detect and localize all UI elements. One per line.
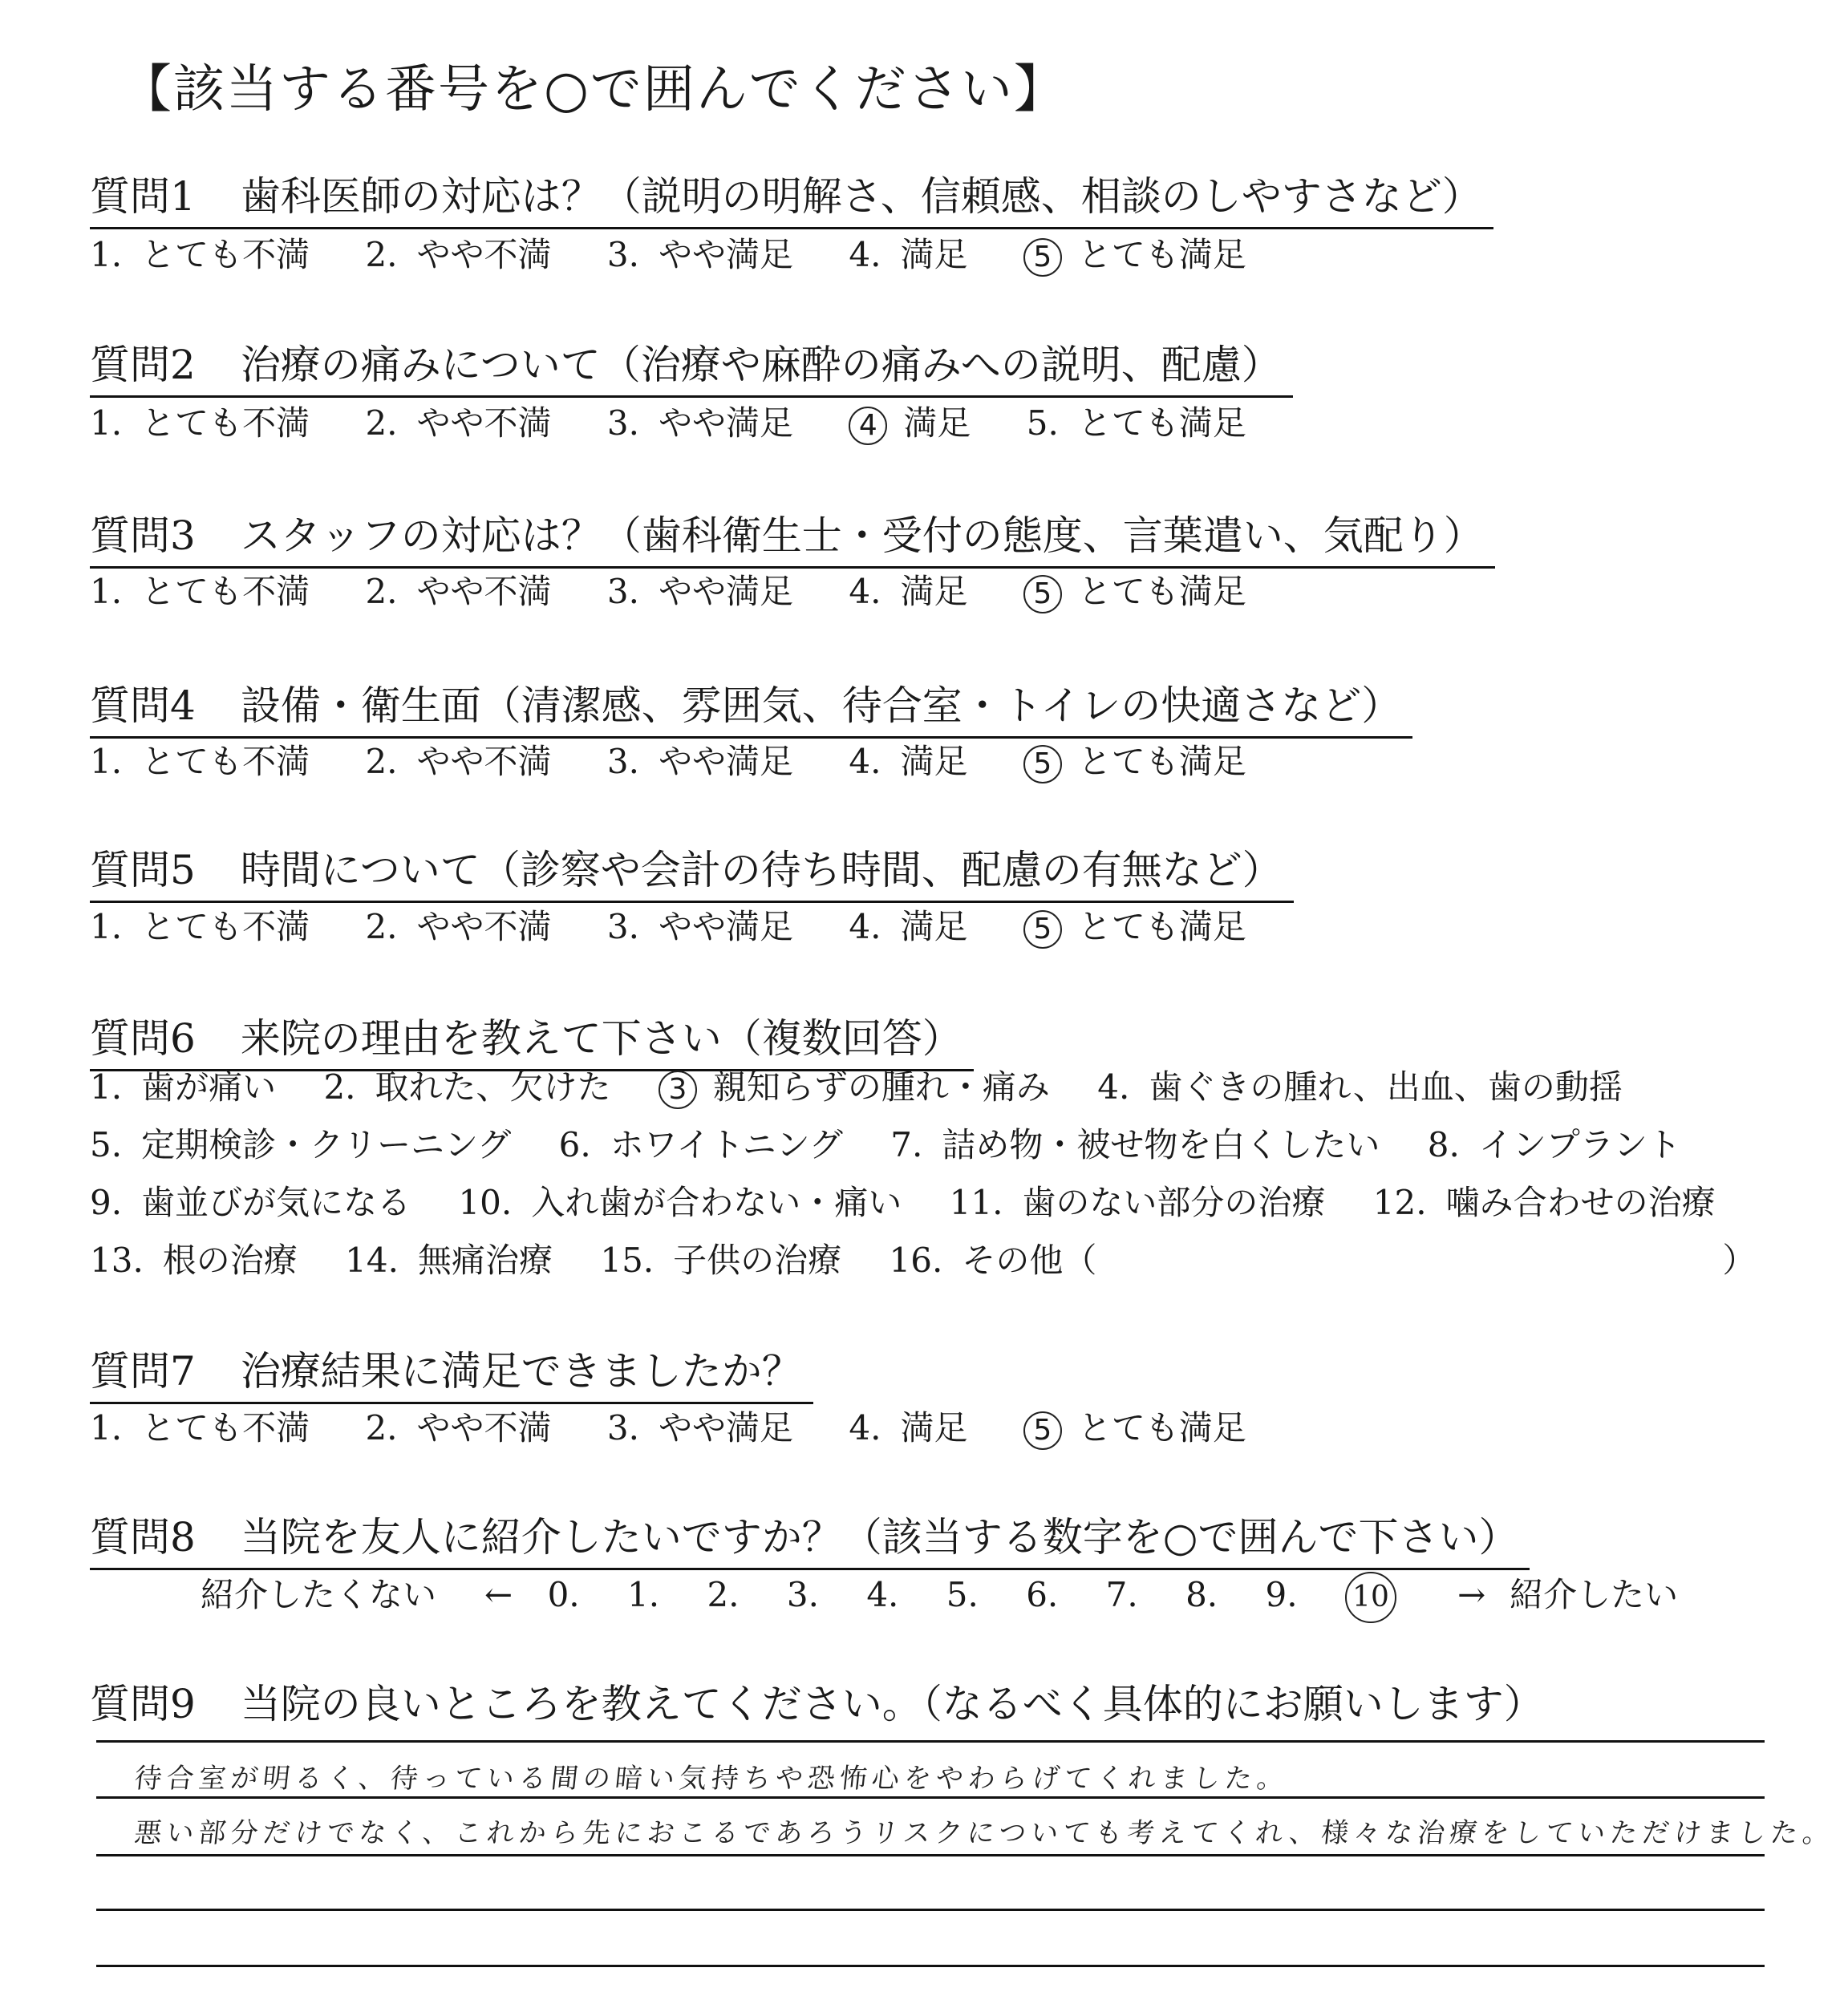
option-5-selected[interactable]: 5 とても満足 [1023, 1402, 1246, 1450]
option-1[interactable]: 1. とても不満 [90, 907, 310, 946]
question-1-options [90, 229, 1291, 277]
question-label: 質問3 [90, 512, 196, 559]
option-5-selected[interactable]: 5 とても満足 [1023, 735, 1246, 783]
question-label: 質問4 [90, 682, 196, 729]
question-text: スタッフの対応は？（歯科衛生士・受付の態度、言葉遣い、気配り） [240, 512, 1484, 559]
option-2[interactable]: 2. やや不満 [365, 572, 552, 611]
option-10[interactable]: 10. 入れ歯が合わない・痛い [458, 1183, 902, 1222]
question-label: 質問9 [90, 1681, 196, 1727]
option-1[interactable]: 1. 歯が痛い [90, 1067, 277, 1107]
question-7-title [90, 1339, 813, 1404]
option-3[interactable]: 3. やや満足 [606, 403, 793, 443]
handwritten-answer-line-2: 悪い部分だけでなく、これから先におこるであろうリスクについても考えてくれ、様々な治療をしていただけました。 [132, 1817, 1837, 1849]
answer-line [96, 1909, 1765, 1911]
scale-option-10-selected[interactable]: 10 [1345, 1572, 1396, 1623]
page-title: 【該当する番号を○で囲んでください】 [120, 60, 1067, 119]
option-4[interactable]: 4. 満足 [849, 1408, 968, 1447]
circled-number: 3 [659, 1071, 697, 1109]
answer-line [96, 1740, 1765, 1743]
circled-number: 5 [1023, 745, 1062, 783]
option-3[interactable]: 3. やや満足 [606, 907, 793, 946]
option-1[interactable]: 1. とても不満 [90, 1408, 310, 1447]
answer-line [96, 1796, 1765, 1799]
scale-option-4[interactable]: 4. [866, 1575, 899, 1614]
circled-number: 5 [1023, 1411, 1062, 1450]
question-text: 歯科医師の対応は？（説明の明解さ、信頼感、相談のしやすさなど） [240, 173, 1482, 220]
scale-option-8[interactable]: 8. [1185, 1575, 1218, 1614]
option-6[interactable]: 6. ホワイトニング [558, 1125, 843, 1164]
option-5-selected[interactable]: 5 とても満足 [1023, 901, 1246, 949]
question-text: 設備・衛生面（清潔感、雰囲気、待合室・トイレの快適さなど） [240, 682, 1402, 729]
option-3[interactable]: 3. やや満足 [606, 572, 793, 611]
question-text: 時間について（診察や会計の待ち時間、配慮の有無など） [240, 847, 1283, 893]
question-label: 質問1 [90, 173, 196, 220]
right-arrow-icon: → [1457, 1575, 1486, 1614]
question-text: 当院の良いところを教えてください。（なるべく具体的にお願いします） [240, 1681, 1544, 1727]
option-1[interactable]: 1. とても不満 [90, 572, 310, 611]
scale-option-1[interactable]: 1. [627, 1575, 660, 1614]
circled-number: 5 [1023, 910, 1062, 949]
option-row [90, 1059, 1793, 1116]
question-3-options [90, 565, 1291, 613]
question-7-options [90, 1402, 1291, 1450]
option-2[interactable]: 2. 取れた、欠けた [323, 1067, 611, 1107]
option-3[interactable]: 3. やや満足 [606, 1408, 793, 1447]
question-label: 質問6 [90, 1015, 196, 1062]
option-row [90, 1174, 1793, 1232]
option-1[interactable]: 1. とても不満 [90, 235, 310, 274]
option-5-selected[interactable]: 5 とても満足 [1023, 565, 1246, 613]
scale-option-5[interactable]: 5. [946, 1575, 979, 1614]
option-4[interactable]: 4. 満足 [849, 742, 968, 781]
option-2[interactable]: 2. やや不満 [365, 907, 552, 946]
option-3-selected[interactable]: 3 親知らずの腫れ・痛み [659, 1059, 1050, 1116]
question-8-title [90, 1505, 1530, 1570]
option-8[interactable]: 8. インプラント [1427, 1125, 1681, 1164]
question-text: 来院の理由を教えて下さい（複数回答） [240, 1015, 962, 1062]
option-3[interactable]: 3. やや満足 [606, 742, 793, 781]
scale-option-7[interactable]: 7. [1105, 1575, 1138, 1614]
option-13[interactable]: 13. 根の治療 [90, 1241, 298, 1280]
option-row [90, 1116, 1793, 1174]
option-4[interactable]: 4. 歯ぐきの腫れ、出血、歯の動揺 [1097, 1067, 1623, 1107]
option-5[interactable]: 5. とても満足 [1026, 403, 1246, 443]
option-4[interactable]: 4. 満足 [849, 572, 968, 611]
question-6-options [90, 1059, 1793, 1290]
left-arrow-icon: ← [484, 1575, 513, 1614]
option-9[interactable]: 9. 歯並びが気になる [90, 1183, 411, 1222]
option-5-selected[interactable]: 5 とても満足 [1023, 229, 1246, 277]
question-label: 質問7 [90, 1348, 196, 1395]
question-text: 治療結果に満足できましたか？ [240, 1348, 802, 1395]
scale-option-9[interactable]: 9. [1265, 1575, 1298, 1614]
question-2-title [90, 333, 1293, 398]
recommendation-scale [201, 1569, 1678, 1623]
question-5-title [90, 838, 1294, 903]
option-2[interactable]: 2. やや不満 [365, 1408, 552, 1447]
question-5-options [90, 901, 1291, 949]
question-text: 治療の痛みについて（治療や麻酔の痛みへの説明、配慮） [240, 342, 1282, 388]
question-2-options [90, 397, 1291, 445]
option-4-selected[interactable]: 4 満足 [849, 397, 971, 445]
question-3-title [90, 504, 1495, 569]
question-1-title [90, 164, 1493, 229]
question-4-title [90, 674, 1412, 739]
option-7[interactable]: 7. 詰め物・被せ物を白くしたい [890, 1125, 1380, 1164]
option-5[interactable]: 5. 定期検診・クリーニング [90, 1125, 512, 1164]
option-4[interactable]: 4. 満足 [849, 907, 968, 946]
scale-option-2[interactable]: 2. [707, 1575, 740, 1614]
scale-option-6[interactable]: 6. [1026, 1575, 1059, 1614]
option-row [90, 1232, 1793, 1290]
scale-max-label: 紹介したい [1510, 1575, 1679, 1614]
option-1[interactable]: 1. とても不満 [90, 742, 310, 781]
circled-number: 5 [1023, 575, 1062, 613]
scale-option-0[interactable]: 0. [547, 1575, 580, 1614]
option-11[interactable]: 11. 歯のない部分の治療 [949, 1183, 1326, 1222]
question-label: 質問5 [90, 847, 196, 893]
answer-line [96, 1854, 1765, 1856]
option-3[interactable]: 3. やや満足 [606, 235, 793, 274]
answer-line [96, 1965, 1765, 1967]
scale-min-label: 紹介したくない [201, 1575, 437, 1614]
option-14[interactable]: 14. 無痛治療 [345, 1241, 553, 1280]
question-4-options [90, 735, 1291, 783]
question-label: 質問8 [90, 1514, 196, 1561]
question-label: 質問2 [90, 342, 196, 388]
option-2[interactable]: 2. やや不満 [365, 742, 552, 781]
circled-number: 5 [1023, 238, 1062, 277]
option-12[interactable]: 12. 噛み合わせの治療 [1372, 1183, 1716, 1222]
handwritten-answer-line-1: 待合室が明るく、待っている間の暗い気持ちや恐怖心をやわらげてくれました。 [132, 1763, 1291, 1795]
question-9-title [90, 1672, 1544, 1730]
option-1[interactable]: 1. とても不満 [90, 403, 310, 443]
option-16-other[interactable]: 16. その他（ ） [889, 1241, 1757, 1280]
circled-number: 4 [849, 407, 887, 445]
option-4[interactable]: 4. 満足 [849, 235, 968, 274]
option-15[interactable]: 15. 子供の治療 [600, 1241, 842, 1280]
option-2[interactable]: 2. やや不満 [365, 403, 552, 443]
scale-option-3[interactable]: 3. [786, 1575, 819, 1614]
option-2[interactable]: 2. やや不満 [365, 235, 552, 274]
question-text: 当院を友人に紹介したいですか？（該当する数字を○で囲んで下さい） [240, 1514, 1519, 1561]
